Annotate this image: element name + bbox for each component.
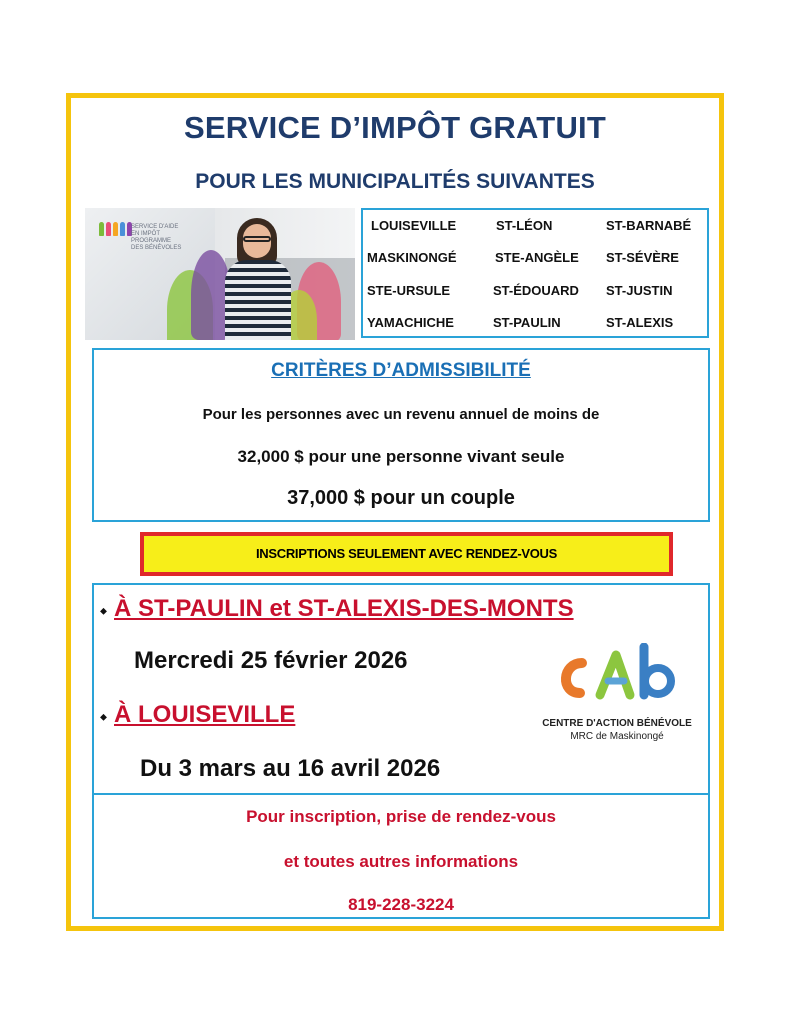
banner-text: INSCRIPTIONS SEULEMENT AVEC RENDEZ-VOUS — [255, 546, 558, 561]
location-date: Mercredi 25 février 2026 — [134, 647, 408, 674]
poster-frame — [66, 93, 724, 931]
locations-box — [92, 583, 710, 793]
eligibility-criteria-box — [92, 348, 710, 522]
municipality-name: ST-SÉVÈRE — [606, 250, 679, 265]
municipality-name: ST-ÉDOUARD — [493, 283, 579, 298]
tax-logo-line: EN IMPÔT — [131, 231, 161, 237]
promo-photo — [85, 208, 355, 340]
municipality-name: ST-BARNABÉ — [606, 218, 692, 233]
contact-box — [92, 793, 710, 919]
appointment-only-banner — [140, 532, 673, 576]
cab-region: MRC de Maskinongé — [570, 731, 664, 742]
location-item — [100, 701, 295, 729]
criteria-couple-income: 37,000 $ pour un couple — [287, 487, 515, 509]
phone-number[interactable]: 819-228-3224 — [348, 895, 454, 914]
municipality-name: LOUISEVILLE — [371, 218, 457, 233]
page-subtitle: POUR LES MUNICIPALITÉS SUIVANTES — [195, 170, 595, 193]
contact-line: Pour inscription, prise de rendez-vous — [246, 807, 556, 826]
municipality-name: YAMACHICHE — [367, 315, 454, 330]
criteria-title: CRITÈRES D’ADMISSIBILITÉ — [271, 360, 531, 381]
municipality-name: ST-JUSTIN — [606, 283, 673, 298]
contact-line: et toutes autres informations — [283, 852, 519, 871]
criteria-single-income: 32,000 $ pour une personne vivant seule — [237, 447, 565, 466]
municipality-name: STE-URSULE — [367, 283, 451, 298]
woman-smiling — [223, 214, 293, 340]
municipality-name: ST-ALEXIS — [606, 315, 674, 330]
municipality-name: ST-LÉON — [496, 218, 553, 233]
glasses-icon — [243, 236, 271, 242]
tax-service-logo — [99, 222, 209, 256]
location-item — [100, 595, 574, 623]
municipality-name: MASKINONGÉ — [367, 250, 457, 265]
diamond-bullet-icon: ⬥ — [100, 712, 107, 724]
cab-logo — [542, 643, 692, 743]
municipality-name: ST-PAULIN — [493, 315, 561, 330]
tax-logo-line: PROGRAMME — [131, 238, 172, 244]
location-st-paulin-st-alexis: À ST-PAULIN et ST-ALEXIS-DES-MONTS — [114, 595, 574, 622]
municipalities-box — [361, 208, 709, 338]
cab-logo-mark — [552, 643, 682, 703]
criteria-intro: Pour les personnes avec un revenu annuel de moins de — [202, 406, 600, 423]
tax-logo-line: DES BÉNÉVOLES — [131, 245, 182, 251]
location-date: Du 3 mars au 16 avril 2026 — [140, 755, 441, 782]
tax-logo-line: SERVICE D'AIDE — [131, 224, 179, 230]
cab-name: CENTRE D'ACTION BÉNÉVOLE — [542, 718, 692, 729]
page-title: SERVICE D’IMPÔT GRATUIT — [184, 110, 606, 145]
diamond-bullet-icon: ⬥ — [100, 606, 107, 618]
location-louiseville: À LOUISEVILLE — [114, 701, 296, 728]
municipality-name: STE-ANGÈLE — [495, 250, 579, 265]
